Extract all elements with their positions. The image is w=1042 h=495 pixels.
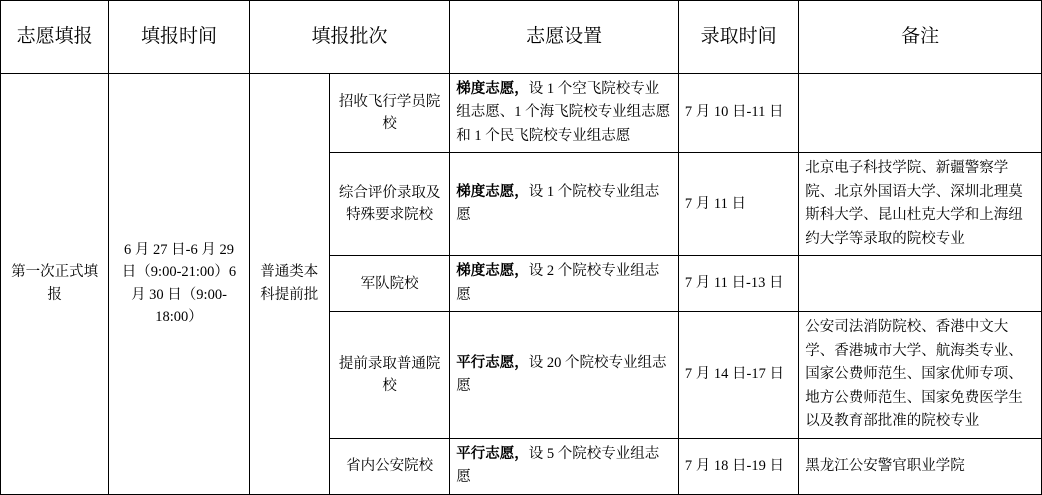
setting-type: 梯度志愿， [456,183,529,200]
batch-name: 招收飞行学员院校 [329,74,449,153]
admission-time: 7 月 14 日-17 日 [678,312,798,438]
admission-time: 7 月 18 日-19 日 [678,438,798,494]
admission-time: 7 月 11 日 [678,153,798,256]
volunteer-setting [450,312,679,438]
header-filling-time: 填报时间 [109,1,249,74]
volunteer-setting [450,256,679,312]
volunteer-setting [450,438,679,494]
header-admission-time: 录取时间 [678,1,798,74]
header-filling-batch: 填报批次 [249,1,450,74]
remark: 北京电子科技学院、新疆警察学院、北京外国语大学、深圳北理莫斯科大学、昆山杜克大学和上海纽约大学等录取的院校专业 [799,153,1042,256]
batch-name: 提前录取普通院校 [329,312,449,438]
admission-time: 7 月 11 日-13 日 [678,256,798,312]
setting-detail: 设 1 个空飞院校专业组志愿、1 个海飞院校专业组志愿和 1 个民飞院校专业组志愿 [456,81,671,144]
filling-time-value: 6 月 27 日-6 月 29 日（9:00-21:00）6 月 30 日（9:00-18:00） [109,74,249,495]
table-row [1,74,1042,153]
table-header-row [1,1,1042,74]
header-remark: 备注 [799,1,1042,74]
batch-group-label: 普通类本科提前批 [249,74,329,495]
setting-type: 平行志愿， [456,445,529,462]
admission-time: 7 月 10 日-11 日 [678,74,798,153]
setting-type: 平行志愿， [456,354,529,371]
remark [799,256,1042,312]
remark [799,74,1042,153]
volunteer-setting [450,153,679,256]
setting-detail: 设 1 个院校专业组志愿 [456,183,660,224]
stage-label: 第一次正式填报 [1,74,109,495]
remark: 黑龙江公安警官职业学院 [799,438,1042,494]
setting-detail: 设 5 个院校专业组志愿 [456,445,660,486]
setting-type: 梯度志愿， [456,81,529,97]
batch-name: 省内公安院校 [329,438,449,494]
batch-name: 军队院校 [329,256,449,312]
setting-type: 梯度志愿， [456,263,529,280]
remark: 公安司法消防院校、香港中文大学、香港城市大学、航海类专业、国家公费师范生、国家优师专项、地方公费师范生、国家免费医学生以及教育部批准的院校专业 [799,312,1042,438]
setting-detail: 设 2 个院校专业组志愿 [456,263,660,303]
header-volunteer-filling: 志愿填报 [1,1,109,74]
setting-detail: 设 20 个院校专业组志愿 [456,354,667,395]
volunteer-setting [450,74,679,153]
header-volunteer-setting: 志愿设置 [450,1,679,74]
batch-name: 综合评价录取及特殊要求院校 [329,153,449,256]
